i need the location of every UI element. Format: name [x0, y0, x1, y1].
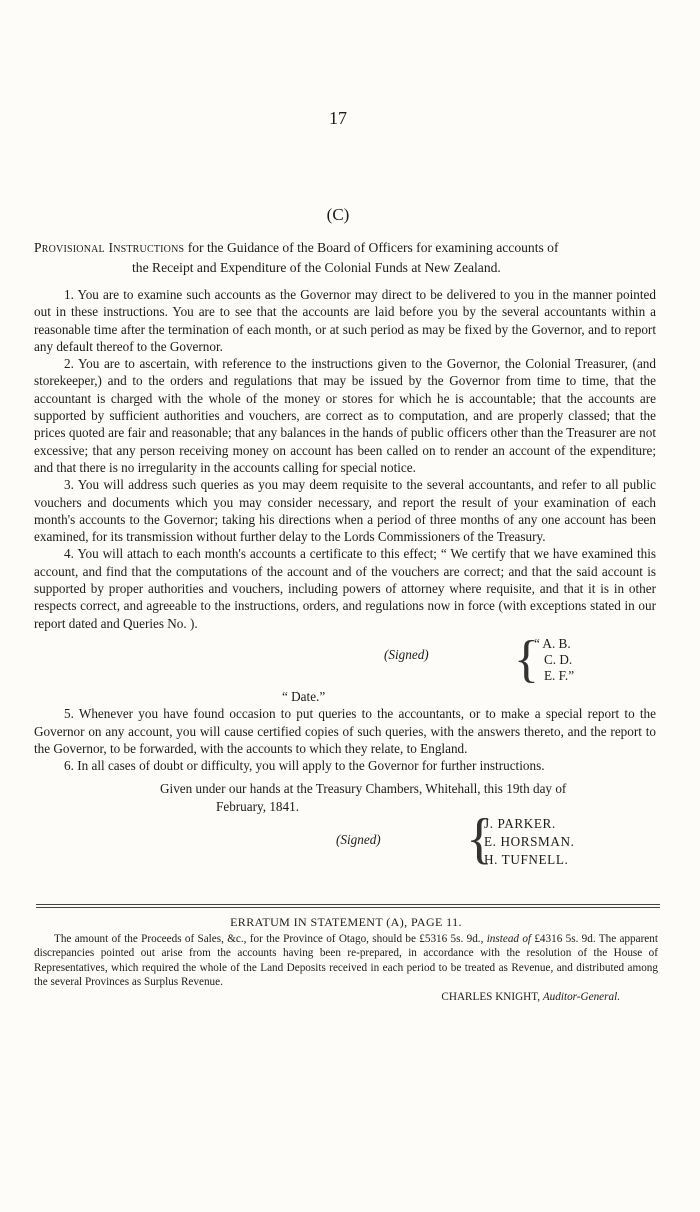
heading-smallcaps: Provisional Instructions — [34, 240, 185, 255]
given-line: Given under our hands at the Treasury Chambers, Whitehall, this 19th day of — [160, 781, 567, 797]
heading-line2: the Receipt and Expenditure of the Colonial Funds at New Zealand. — [132, 260, 501, 275]
certificate-signed-label: (Signed) — [384, 646, 429, 662]
signatory-name: E. F.” — [544, 667, 575, 683]
paragraph-4: 4. You will attach to each month's accounts a certificate to this effect; “ We certify that we have examined this account, and find that the computations of the account and of the vouchers are correct; and that the said account is supported by proper authorities and vouchers, including powers of attorney where requisite, and that it is in other respects correct, and agreeable to the instructions, orders, and regulations now in force (with exceptions stated in our report dated and Queries No. ). — [34, 546, 656, 631]
divider-rule — [36, 907, 660, 908]
paragraph-6: 6. In all cases of doubt or difficulty, you will apply to the Governor for further instructions. — [64, 758, 545, 774]
left-brace-icon: { — [514, 630, 539, 688]
certificate-signature-block — [34, 630, 656, 688]
erratum-text-a: The amount of the Proceeds of Sales, &c., for the Province of Otago, should be £5316 5s. 9d., — [54, 933, 487, 946]
erratum-title: ERRATUM IN STATEMENT (A), PAGE 11. — [230, 915, 462, 929]
auditor-name: CHARLES KNIGHT, — [441, 991, 543, 1004]
paragraph-2: 2. You are to ascertain, with reference to the instructions given to the Governor, the Colonial Treasurer, (and storekeeper,) and to the orders and regulations that may be issued by the Governor from time to time, that the accountant is charged with the whole of the money or stores for which he is accountable; that the accounts are supported by sufficient authorities and vouchers, are correct as to computation, and are properly classed; that the prices quoted are fair and reasonable; that any balances in the hands of public officers other than the Treasurer are not excessive; that any person receiving money on account has been called on to render an account of the expenditure; and that there is no irregularity in the accounts calling for special notice. — [34, 356, 656, 475]
signatory-name: J. PARKER. — [484, 816, 556, 832]
erratum-instead: instead of — [486, 933, 532, 946]
paragraph-5: 5. Whenever you have found occasion to put queries to the accountants, or to make a special report to the Governor on any account, you will cause certified copies of such queries, with the answers thereto, and the report to the Governor, to be forwarded, with the accounts to which they relate, to England. — [34, 706, 656, 756]
instructions-body — [34, 286, 656, 871]
document-heading — [34, 238, 654, 278]
section-mark: (C) — [326, 205, 350, 224]
paragraph-1: 1. You are to examine such accounts as the Governor may direct to be delivered to you in the manner pointed out in these instructions. You are to see that the accounts are laid before you by the several accountants within a reasonable time after the termination of each month, or at such period as may be fixed by the Governor, and to report any default thereof to the Governor. — [34, 287, 656, 354]
auditor-title: Auditor-General. — [542, 991, 620, 1004]
erratum-section — [34, 915, 658, 1004]
signatory-name: E. HORSMAN. — [484, 834, 575, 850]
signatory-name: H. TUFNELL. — [484, 852, 569, 868]
divider-rule — [36, 904, 660, 905]
final-signed-label: (Signed) — [336, 832, 381, 848]
erratum-text — [34, 932, 658, 989]
signatory-name: C. D. — [544, 651, 573, 667]
page-number: 17 — [329, 108, 347, 128]
final-signature-block — [34, 808, 656, 871]
paragraph-3: 3. You will address such queries as you may deem requisite to the several accountants, and refer to all public vouchers and documents which you may consider necessary, and report the result of your examination of each month's accounts to the Governor; taking his directions when a period of three months of any one account has been examined, for its transmission without further delay to the Lords Commissioners of the Treasury. — [34, 477, 656, 545]
left-brace-icon: { — [466, 808, 493, 871]
certificate-signatories — [534, 636, 574, 684]
given-date-line: February, 1841. — [216, 798, 300, 814]
heading-text: for the Guidance of the Board of Officers for examining accounts of — [184, 240, 559, 255]
final-signatories — [484, 815, 575, 869]
signatory-name: “ A. B. — [534, 635, 571, 651]
certificate-date: “ Date.” — [282, 688, 326, 704]
erratum-signature — [34, 990, 658, 1004]
erratum-text-b: £4316 5s. 9d. The apparent discrepancies pointed out arise from the accounts having been re-prepared, in accordance with the resolution of the House of Representatives, which required the whole of the Land Deposits received in each period to be treated as Revenue, and distributed among the several Provinces as Surplus Revenue. — [34, 933, 658, 988]
